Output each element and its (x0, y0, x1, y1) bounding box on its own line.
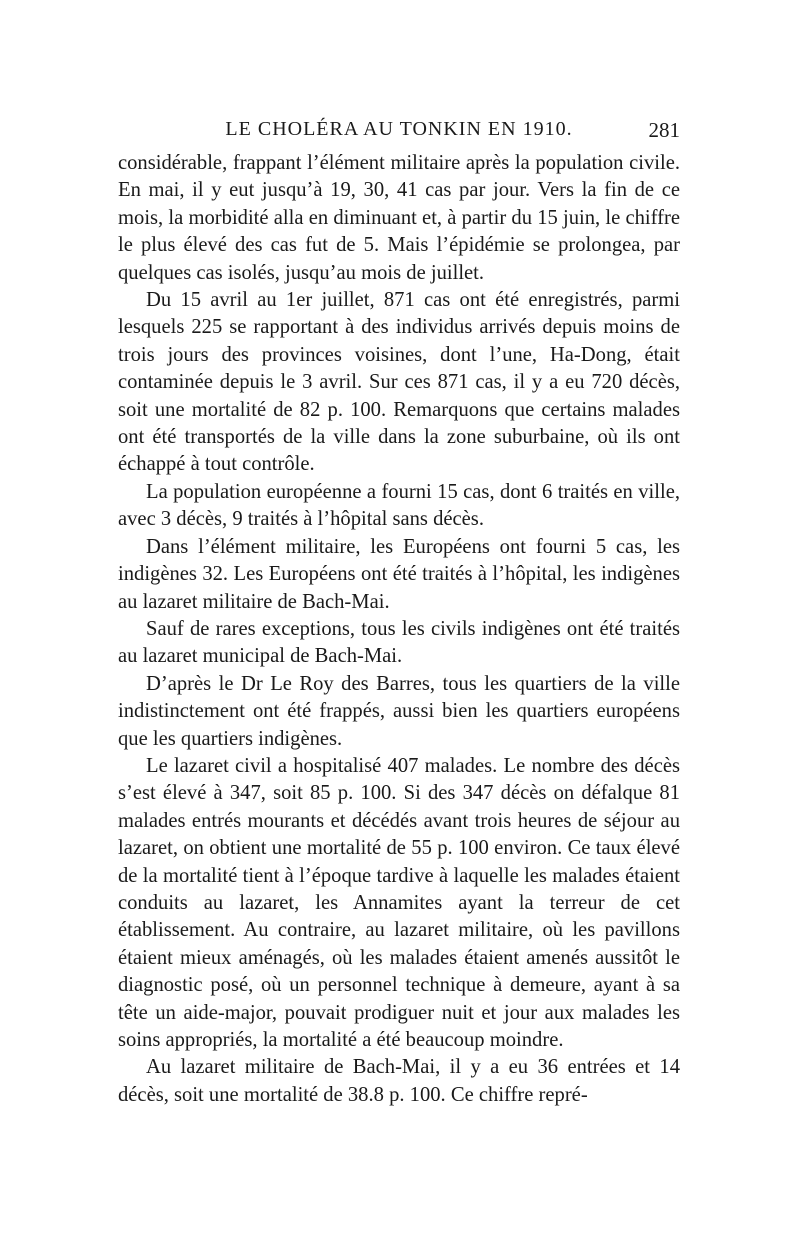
paragraph-military-element: Dans l’élément militaire, les Européens ont fourni 5 cas, les indigènes 32. Les Européens ont été traités à l’hôpital, les indigènes au lazaret militaire de Bach-Mai. (118, 535, 680, 613)
paragraph-european-population: La population européenne a fourni 15 cas, dont 6 traités en ville, avec 3 décès, 9 traités à l’hôpital sans décès. (118, 480, 680, 531)
paragraph-continuation: considérable, frappant l’élément militaire après la population civile. En mai, il y eut jusqu’à 19, 30, 41 cas par jour. Vers la fin de ce mois, la morbidité alla en diminuant et, à partir du 15 juin, le chiffre le plus élevé des cas fut de 5. Mais l’épidémie se prolongea, par quelques cas isolés, jusqu’au mois de juillet. (118, 152, 680, 284)
paragraph-military-lazaret: Au lazaret militaire de Bach-Mai, il y a eu 36 entrées et 14 décès, soit une mortalité de 38.8 p. 100. Ce chiffre repré- (118, 1056, 680, 1106)
page-number: 281 (648, 118, 680, 142)
paragraph-case-count: Du 15 avril au 1er juillet, 871 cas ont été enregistrés, parmi lesquels 225 se rapportant à des individus arrivés depuis moins de trois jours des provinces voisines, dont l’une, Ha-Dong, était contaminée depuis le 3 avril. Sur ces 871 cas, il y a eu 720 décès, soit une mortalité de 82 p. 100. Remarquons que certains malades ont été transportés de la ville dans la zone suburbaine, où ils ont échappé à tout contrôle. (118, 289, 680, 476)
paragraph-civil-natives: Sauf de rares exceptions, tous les civils indigènes ont été traités au lazaret municipal de Bach-Mai. (118, 617, 680, 668)
body-text (118, 150, 680, 1109)
paragraph-districts: D’après le Dr Le Roy des Barres, tous les quartiers de la ville indistinctement ont été frappés, aussi bien les quartiers européens que les quartiers indigènes. (118, 672, 680, 750)
running-head (118, 118, 680, 148)
paragraph-civil-lazaret: Le lazaret civil a hospitalisé 407 malades. Le nombre des décès s’est élevé à 347, soit 85 p. 100. Si des 347 décès on défalque 81 malades entrés mourants et décédés avant trois heures de séjour au lazaret, on obtient une mortalité de 55 p. 100 environ. Ce taux élevé de la mortalité tient à l’époque tardive à laquelle les malades étaient conduits au lazaret, les Annamites ayant la terreur de cet établissement. Au contraire, au lazaret militaire, où les pavillons étaient mieux aménagés, où les malades étaient amenés aussitôt le diagnostic posé, où un personnel technique à demeure, ayant à sa tête un aide-major, pouvait prodiguer nuit et jour aux malades les soins appropriés, la mortalité a été beaucoup moindre. (118, 754, 680, 1051)
running-title: LE CHOLÉRA AU TONKIN EN 1910. (225, 118, 573, 140)
